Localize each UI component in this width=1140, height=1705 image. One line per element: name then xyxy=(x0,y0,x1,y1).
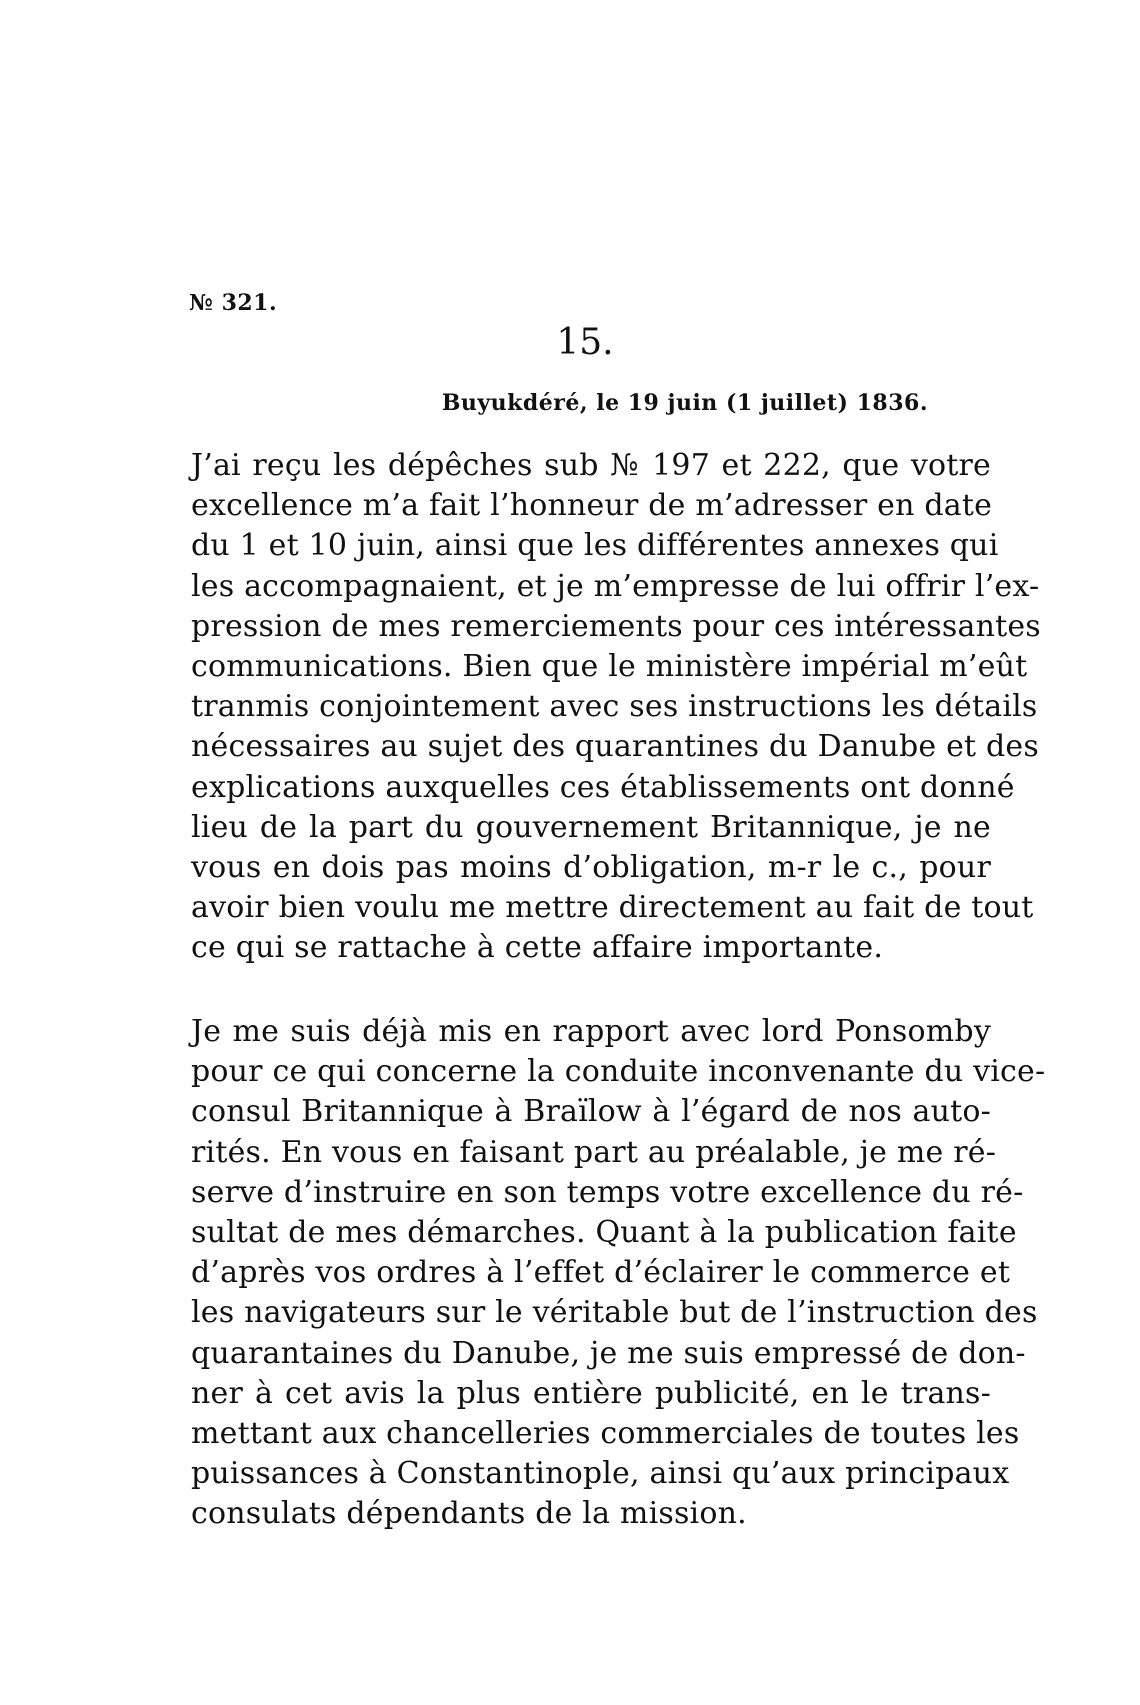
text-line: mettant aux chancelleries commerciales de toutes les xyxy=(191,1416,1020,1452)
section-number: 15. xyxy=(556,322,614,363)
text-line: consulats dépendants de la mission. xyxy=(191,1496,747,1532)
text-line: ce qui se rattache à cette affaire importante. xyxy=(191,930,884,966)
text-line: puissances à Constantinople, ainsi qu’aux principaux xyxy=(191,1456,1010,1492)
text-line: rités. En vous en faisant part au préalable, je me ré- xyxy=(191,1134,997,1170)
text-line: excellence m’a fait l’honneur de m’adresser en date xyxy=(191,488,993,524)
paragraph-2 xyxy=(165,1012,1046,1535)
text-line: sultat de mes démarches. Quant à la publication faite xyxy=(191,1215,1017,1251)
text-line: d’après vos ordres à l’effet d’éclairer le commerce et xyxy=(191,1255,1011,1291)
text-line: nécessaires au sujet des quarantines du Danube et des xyxy=(191,729,1039,765)
text-line: Je me suis déjà mis en rapport avec lord Ponsomby xyxy=(191,1014,991,1049)
text-line: vous en dois pas moins d’obligation, m-r le c., pour xyxy=(191,850,991,886)
text-line: explications auxquelles ces établissements ont donné xyxy=(191,769,1015,805)
text-line: les navigateurs sur le véritable but de l’instruction des xyxy=(191,1295,1038,1331)
paragraph-1 xyxy=(165,446,1041,969)
text-line: J’ai reçu les dépêches sub № 197 et 222, que votre xyxy=(191,448,991,483)
text-line: ner à cet avis la plus entière publicité, en le trans- xyxy=(191,1375,991,1411)
dateline: Buyukdéré, le 19 juin (1 juillet) 1836. xyxy=(441,390,928,416)
text-line: les accompagnaient, et je m’empresse de lui offrir l’ex- xyxy=(191,568,1040,604)
text-line: pour ce qui concerne la conduite inconvenante du vice- xyxy=(191,1054,1046,1090)
text-line: serve d’instruire en son temps votre excellence du ré- xyxy=(191,1174,1024,1210)
text-line: pression de mes remerciements pour ces intéressantes xyxy=(191,608,1041,644)
text-line: lieu de la part du gouvernement Britannique, je ne xyxy=(191,809,991,845)
text-line: du 1 et 10 juin, ainsi que les différentes annexes qui xyxy=(191,528,999,564)
text-line: tranmis conjointement avec ses instructions les détails xyxy=(191,689,1038,725)
text-line: communications. Bien que le ministère impérial m’eût xyxy=(191,649,1028,685)
text-line: consul Britannique à Braïlow à l’égard de nos auto- xyxy=(191,1094,991,1130)
text-line: quarantaines du Danube, je me suis empressé de don- xyxy=(191,1335,1026,1371)
text-line: avoir bien voulu me mettre directement au fait de tout xyxy=(191,890,1034,926)
document-number: № 321. xyxy=(189,290,278,316)
